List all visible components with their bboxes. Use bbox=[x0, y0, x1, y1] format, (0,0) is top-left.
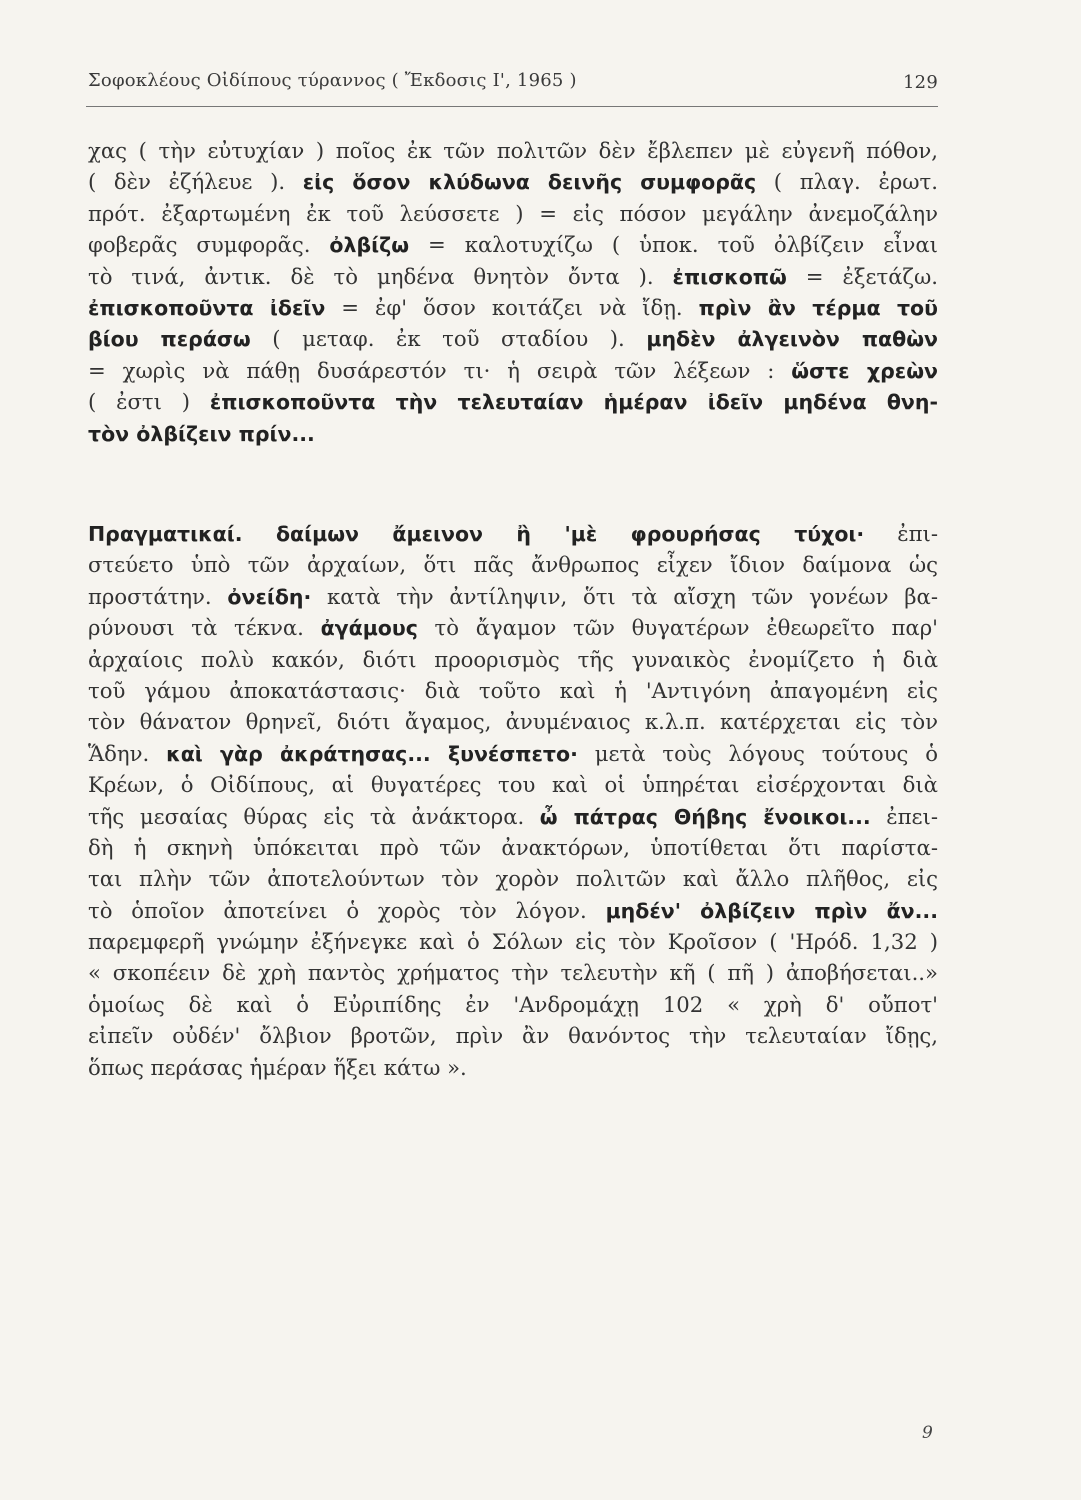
gloss-text: τὸν θάνατον θρηνεῖ, διότι ἄγαμος, ἀνυμέναιος κ.λ.π. κατέρχεται εἰς τὸν bbox=[88, 709, 938, 735]
gloss-text: = ἐφ' ὅσον κοιτάζει νὰ ἴδῃ. bbox=[325, 294, 699, 320]
text-line bbox=[88, 292, 938, 323]
gloss-text: εἰπεῖν οὐδέν' ὄλβιον βροτῶν, πρὶν ἂν θανόντος τὴν τελευταίαν ἴδῃς, bbox=[88, 1023, 938, 1049]
running-title: Σοφοκλέους Οἰδίπους τύραννος ( Ἔκδοσις Ι', 1965 ) bbox=[88, 70, 577, 91]
text-line bbox=[88, 738, 938, 769]
gloss-text: φοβερᾶς συμφορᾶς. bbox=[88, 232, 330, 258]
text-line bbox=[88, 135, 938, 166]
gloss-text: τὸ τινά, ἀντικ. δὲ τὸ μηδένα θνητὸν ὄντα ). bbox=[88, 263, 673, 289]
gloss-text: μετὰ τοὺς λόγους τούτους ὁ bbox=[577, 740, 938, 766]
text-line bbox=[88, 261, 938, 292]
signature-mark: 9 bbox=[922, 1423, 933, 1443]
text-line bbox=[88, 957, 938, 988]
gloss-text: κατὰ τὴν ἀντίληψιν, ὅτι τὰ αἴσχη τῶν γονέων βα- bbox=[311, 583, 938, 609]
lemma-term: ὀνείδη· bbox=[227, 584, 312, 609]
gloss-text: τὸ ἄγαμον τῶν θυγατέρων ἐθεωρεῖτο παρ' bbox=[417, 615, 938, 641]
gloss-text: παρεμφερῆ γνώμην ἐξήνεγκε καὶ ὁ Σόλων εἰς τὸν Κροῖσον ( 'Ηρόδ. 1,32 ) bbox=[88, 929, 938, 955]
gloss-text: Κρέων, ὁ Οἰδίπους, αἱ θυγατέρες του καὶ οἱ ὑπηρέται εἰσέρχονται διὰ bbox=[88, 772, 938, 798]
text-line bbox=[88, 989, 938, 1020]
gloss-text: ( ἐστι ) bbox=[88, 389, 210, 415]
lemma-term: βίου περάσω bbox=[88, 327, 251, 352]
text-line bbox=[88, 926, 938, 957]
gloss-text: στεύετο ὑπὸ τῶν ἀρχαίων, ὅτι πᾶς ἄνθρωπος εἶχεν ἴδιον δαίμονα ὡς bbox=[88, 552, 938, 578]
text-line bbox=[88, 675, 938, 706]
lemma-term: μηδέν' ὀλβίζειν πρὶν ἄν... bbox=[605, 898, 938, 923]
text-line bbox=[88, 229, 938, 260]
lemma-term: μηδὲν ἀλγεινὸν παθὼν bbox=[646, 327, 938, 352]
gloss-text: ἐπι- bbox=[864, 521, 938, 546]
running-header bbox=[88, 70, 938, 91]
text-line bbox=[88, 323, 938, 354]
text-line bbox=[88, 706, 938, 737]
lemma-term: ὦ πάτρας Θήβης ἔνοικοι... bbox=[539, 804, 871, 829]
gloss-text: πρότ. ἐξαρτωμένη ἐκ τοῦ λεύσσετε ) = εἰς πόσον μεγάλην ἀνεμοζάλην bbox=[88, 200, 938, 226]
gloss-text: ἀρχαίοις πολὺ κακόν, διότι προορισμὸς τῆς γυναικὸς ἐνομίζετο ἡ διὰ bbox=[88, 646, 938, 672]
gloss-text: = χωρὶς νὰ πάθῃ δυσάρεστόν τι· ἡ σειρὰ τῶν λέξεων : bbox=[88, 357, 792, 383]
commentary-paragraph-1 bbox=[88, 135, 938, 449]
text-line bbox=[88, 895, 938, 926]
page-number: 129 bbox=[903, 72, 938, 93]
gloss-text: ( πλαγ. ἐρωτ. bbox=[756, 169, 939, 195]
text-line bbox=[88, 166, 938, 197]
commentary-paragraph-2 bbox=[88, 518, 938, 1083]
gloss-text: ( μεταφ. ἐκ τοῦ σταδίου ). bbox=[250, 326, 647, 352]
text-line bbox=[88, 581, 938, 612]
text-line bbox=[88, 518, 938, 549]
gloss-text: « σκοπέειν δὲ χρὴ παντὸς χρήματος τὴν τελευτὴν κῆ ( πῆ ) ἀποβήσεται..» bbox=[88, 960, 938, 986]
lemma-term: Πραγματικαί. δαίμων ἄμεινον ἢ 'μὲ φρουρήσας τύχοι· bbox=[88, 522, 865, 546]
text-line bbox=[88, 644, 938, 675]
text-line bbox=[88, 549, 938, 580]
gloss-text: ( δὲν ἐζήλευε ). bbox=[88, 169, 303, 195]
lemma-term: ἐπισκοποῦντα ἰδεῖν bbox=[88, 295, 326, 320]
text-line bbox=[88, 198, 938, 229]
lemma-term: ἐπισκοποῦντα τὴν τελευταίαν ἡμέραν ἰδεῖν μηδένα θνη- bbox=[209, 390, 938, 415]
lemma-term: ἐπισκοπῶ bbox=[672, 264, 787, 289]
gloss-text: ρύνουσι τὰ τέκνα. bbox=[88, 615, 321, 641]
lemma-term: πρὶν ἂν τέρμα τοῦ bbox=[698, 295, 938, 320]
lemma-term: εἰς ὅσον κλύδωνα δεινῆς συμφορᾶς bbox=[302, 170, 757, 195]
lemma-term: τὸν ὀλβίζειν πρίν... bbox=[88, 421, 315, 446]
text-line bbox=[88, 863, 938, 894]
text-line bbox=[88, 355, 938, 386]
text-line bbox=[88, 801, 938, 832]
text-line bbox=[88, 386, 938, 417]
gloss-text: τοῦ γάμου ἀποκατάστασις· διὰ τοῦτο καὶ ἡ 'Αντιγόνη ἀπαγομένη εἰς bbox=[88, 677, 938, 703]
text-line bbox=[88, 612, 938, 643]
text-line bbox=[88, 1052, 938, 1083]
text-line bbox=[88, 832, 938, 863]
gloss-text: = καλοτυχίζω ( ὑποκ. τοῦ ὀλβίζειν εἶναι bbox=[409, 232, 938, 258]
gloss-text: Ἅδην. bbox=[88, 740, 167, 766]
text-line bbox=[88, 418, 938, 449]
lemma-term: ὥστε χρεὼν bbox=[791, 358, 938, 383]
lemma-term: ὀλβίζω bbox=[329, 233, 410, 258]
lemma-term: καὶ γὰρ ἀκράτησας... ξυνέσπετο· bbox=[166, 741, 578, 766]
header-rule bbox=[86, 106, 938, 107]
text-line bbox=[88, 1020, 938, 1051]
gloss-text: δὴ ἡ σκηνὴ ὑπόκειται πρὸ τῶν ἀνακτόρων, ὑποτίθεται ὅτι παρίστα- bbox=[88, 834, 938, 860]
gloss-text: ὁμοίως δὲ καὶ ὁ Εὐριπίδης ἐν 'Ανδρομάχῃ 102 « χρὴ δ' οὔποτ' bbox=[88, 991, 938, 1017]
gloss-text: = ἐξετάζω. bbox=[786, 263, 939, 289]
lemma-term: ἀγάμους bbox=[320, 616, 418, 641]
gloss-text: προστάτην. bbox=[88, 583, 228, 609]
gloss-text: ὅπως περάσας ἡμέραν ἥξει κάτω ». bbox=[88, 1054, 467, 1080]
gloss-text: τὸ ὁποῖον ἀποτείνει ὁ χορὸς τὸν λόγον. bbox=[88, 897, 606, 923]
gloss-text: ται πλὴν τῶν ἀποτελούντων τὸν χορὸν πολιτῶν καὶ ἄλλο πλῆθος, εἰς bbox=[88, 866, 938, 892]
text-line bbox=[88, 769, 938, 800]
gloss-text: χας ( τὴν εὐτυχίαν ) ποῖος ἐκ τῶν πολιτῶν δὲν ἔβλεπεν μὲ εὐγενῆ πόθον, bbox=[88, 138, 938, 163]
gloss-text: τῆς μεσαίας θύρας εἰς τὰ ἀνάκτορα. bbox=[88, 803, 540, 829]
gloss-text: ἐπει- bbox=[870, 803, 938, 829]
